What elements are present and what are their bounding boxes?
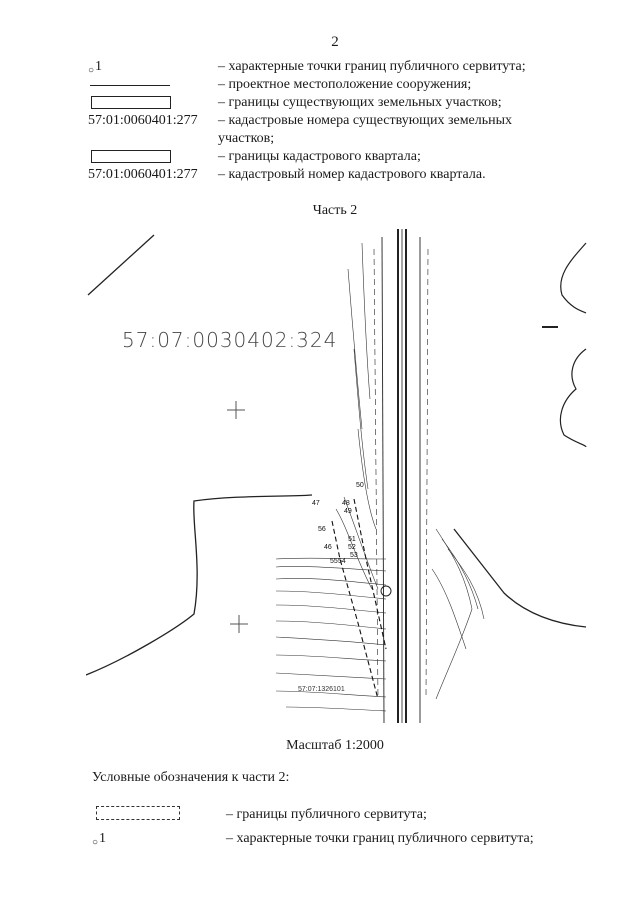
point-label: 54 [338,558,346,565]
legend-desc-points-2: – характерные точки границ публичного сервитута; [226,831,534,846]
point-dot-icon: ○ [92,837,99,848]
legend-row-quarter [88,148,608,166]
point-labels [312,482,364,565]
parcel-number-sample: 57:01:0060401:277 [88,113,198,128]
cadastral-number-label: 57:07:0030402:324 [122,328,338,352]
point-symbol: $_○$1 [88,59,103,76]
part-title: Часть 2 [312,203,358,218]
line-symbol-icon [90,85,170,86]
point-label: 55 [330,558,338,565]
legend-row-parcel-numbers [88,112,608,148]
legend-desc-servitude: – границы публичного сервитута; [226,807,427,822]
legend-desc-quarter: – границы кадастрового квартала; [218,149,421,164]
well-icon [381,586,391,596]
legend2-title: Условные обозначения к части 2: [92,770,290,785]
point-symbol-2: $_○$1 [92,831,107,848]
point-label: 50 [356,482,364,489]
point-label: 51 [348,536,356,543]
right-zigzag-boundary [560,243,586,447]
point-label: 48 [342,500,350,507]
map-svg [86,229,590,729]
page-number: 2 [331,34,339,50]
legend-desc-quarter-number: – кадастровый номер кадастрового квартала. [218,167,486,182]
parcel-boundary-left [86,495,312,675]
legend-row-points [88,58,608,76]
point-label: 49 [344,508,352,515]
legend-bottom [92,806,612,848]
quarter-box-icon [91,150,171,163]
point-label: 46 [324,544,332,551]
legend-row-structure [88,76,608,94]
quarter-boundary-upper-left [88,235,154,295]
scale-label: Масштаб 1:2000 [286,738,384,753]
crosshair-icon [227,401,248,633]
dashed-box-icon [96,806,180,820]
map-area [86,229,590,729]
legend-row-servitude [92,806,612,824]
road-corridor [374,229,428,723]
legend-top [88,58,608,184]
legend-desc-structure: – проектное местоположение сооружения; [218,77,472,92]
legend-desc-points: – характерные точки границ публичного сервитута; [218,59,526,74]
parcel-boundary-right [454,529,586,627]
point-label: 47 [312,500,320,507]
point-label: 56 [318,526,326,533]
point-label: 52 [348,544,356,551]
contour-lines [276,243,484,711]
point-label: 53 [350,552,358,559]
lower-parcel-label: 57:07:1326101 [298,686,345,693]
legend-desc-parcel-numbers: – кадастровые номера существующих земельных участков; [218,113,513,146]
quarter-number-sample: 57:01:0060401:277 [88,167,198,182]
parcel-box-icon [91,96,171,109]
legend-row-parcels [88,94,608,112]
legend-row-quarter-number [88,166,608,184]
legend-desc-parcels: – границы существующих земельных участков; [218,95,502,110]
legend-row-points-2 [92,830,612,848]
point-dot-icon: ○ [88,65,95,76]
